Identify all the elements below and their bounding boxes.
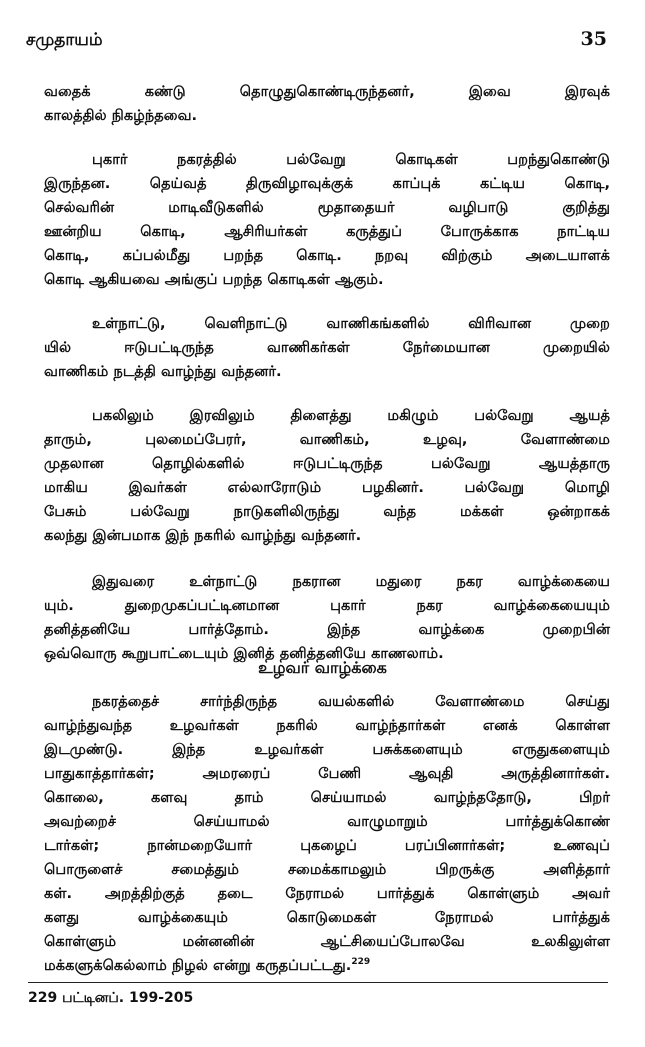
footnote-reference: 229 (351, 957, 371, 968)
paragraph-line: பகலிலும் இரவிலும் திளைத்து மகிழும் பல்வேறு ஆயத் (92, 407, 610, 424)
paragraph-line: பாதுகாத்தார்கள்; அமரரைப் பேணி ஆவுதி அருத்தினார்கள். (44, 765, 610, 782)
paragraph-line: தனித்தனியே பார்த்தோம். இந்த வாழ்க்கை முறைபின் (44, 621, 610, 638)
paragraph-line: இதுவரை உள்நாட்டு நகரான மதுரை நகர வாழ்க்கையை (92, 573, 610, 590)
paragraph-line: ஒவ்வொரு கூறுபாட்டையும் இனித் தனித்தனியே காணலாம். (44, 645, 444, 662)
paragraph-line: முதலான தொழில்களில் ஈடுபட்டிருந்த பல்வேறு ஆயத்தாரு (44, 455, 610, 472)
footnote: 229 பட்டினப். 199-205 (28, 990, 194, 1006)
footnote-divider (28, 982, 608, 983)
paragraph-line: வதைக் கண்டு தொழுதுகொண்டிருந்தனர், இவை இரவுக் (44, 83, 610, 100)
paragraph-line: வாணிகம் நடத்தி வாழ்ந்து வந்தனர். (44, 363, 282, 380)
paragraph-line: கொடி, கப்பல்மீது பறந்த கொடி. நறவு விற்கும் அடையாளக் (44, 247, 610, 264)
paragraph-line: ஊன்றிய கொடி, ஆசிரியர்கள் கருத்துப் போருக்காக நாட்டிய (44, 223, 610, 240)
page-number: 35 (580, 28, 607, 50)
paragraph-line: டார்கள்; நான்மறையோர் புகழைப் பரப்பினார்கள்; உணவுப் (44, 837, 610, 854)
paragraph-line: வாழ்ந்துவந்த உழவர்கள் நகரில் வாழ்ந்தார்கள் எனக் கொள்ள (44, 717, 610, 734)
paragraph-text: மக்களுக்கெல்லாம் நிழல் என்று கருதப்பட்டது. (44, 957, 352, 974)
paragraph-line: செல்வரின் மாடிவீடுகளில் மூதாதையர் வழிபாடு குறித்து (44, 199, 610, 216)
paragraph-line: பேசும் பல்வேறு நாடுகளிலிருந்து வந்த மக்கள் ஒன்றாகக் (44, 503, 610, 520)
paragraph-line: புகார் நகரத்தில் பல்வேறு கொடிகள் பறந்துகொண்டு (92, 151, 610, 168)
paragraph-line: கொலை, களவு தாம் செய்யாமல் வாழ்ந்ததோடு, பிறர் (44, 789, 610, 806)
paragraph-line: கொள்ளும் மன்னனின் ஆட்சியைப்போலவே உலகிலுள்ள (44, 933, 610, 950)
paragraph-line: கலந்து இன்பமாக இந் நகரில் வாழ்ந்து வந்தனர். (44, 527, 362, 544)
paragraph-line: பொருளைச் சமைத்தும் சமைக்காமலும் பிறருக்கு அளித்தார் (44, 861, 610, 878)
paragraph-line: காலத்தில் நிகழ்ந்தவை. (44, 107, 198, 124)
paragraph-line: இடமுண்டு. இந்த உழவர்கள் பசுக்களையும் எருதுகளையும் (44, 741, 610, 758)
paragraph-line: நகரத்தைச் சார்ந்திருந்த வயல்களில் வேளாண்மை செய்து (92, 693, 610, 710)
paragraph-line: அவற்றைச் செய்யாமல் வாழுமாறும் பார்த்துக்கொண் (44, 813, 610, 830)
paragraph-line: யும். துறைமுகப்பட்டினமான புகார் நகர வாழ்க்கையையும் (44, 597, 610, 614)
running-title: சமுதாயம் (26, 30, 103, 50)
paragraph-line: கள். அறத்திற்குத் தடை நேராமல் பார்த்துக் கொள்ளும் அவர் (44, 885, 610, 902)
paragraph-line: உள்நாட்டு, வெளிநாட்டு வாணிகங்களில் விரிவான முறை (92, 315, 610, 332)
paragraph-line (44, 954, 610, 978)
paragraph-line: களது வாழ்க்கையும் கொடுமைகள் நேராமல் பார்த்துக் (44, 909, 610, 926)
paragraph-line: இருந்தன. தெய்வத் திருவிழாவுக்குக் காப்புக் கட்டிய கொடி, (44, 175, 610, 192)
paragraph-line: யில் ஈடுபட்டிருந்த வாணிகர்கள் நேர்மையான முறையில் (44, 339, 610, 356)
paragraph-line: கொடி ஆகியவை அங்குப் பறந்த கொடிகள் ஆகும். (44, 271, 384, 288)
section-heading: உழவர் வாழ்க்கை (258, 658, 387, 677)
paragraph-line: தாரும், புலமைப்பேரர், வாணிகம், உழவு, வேளாண்மை (44, 431, 610, 448)
paragraph-line: மாகிய இவர்கள் எல்லாரோடும் பழகினர். பல்வேறு மொழி (44, 479, 610, 496)
